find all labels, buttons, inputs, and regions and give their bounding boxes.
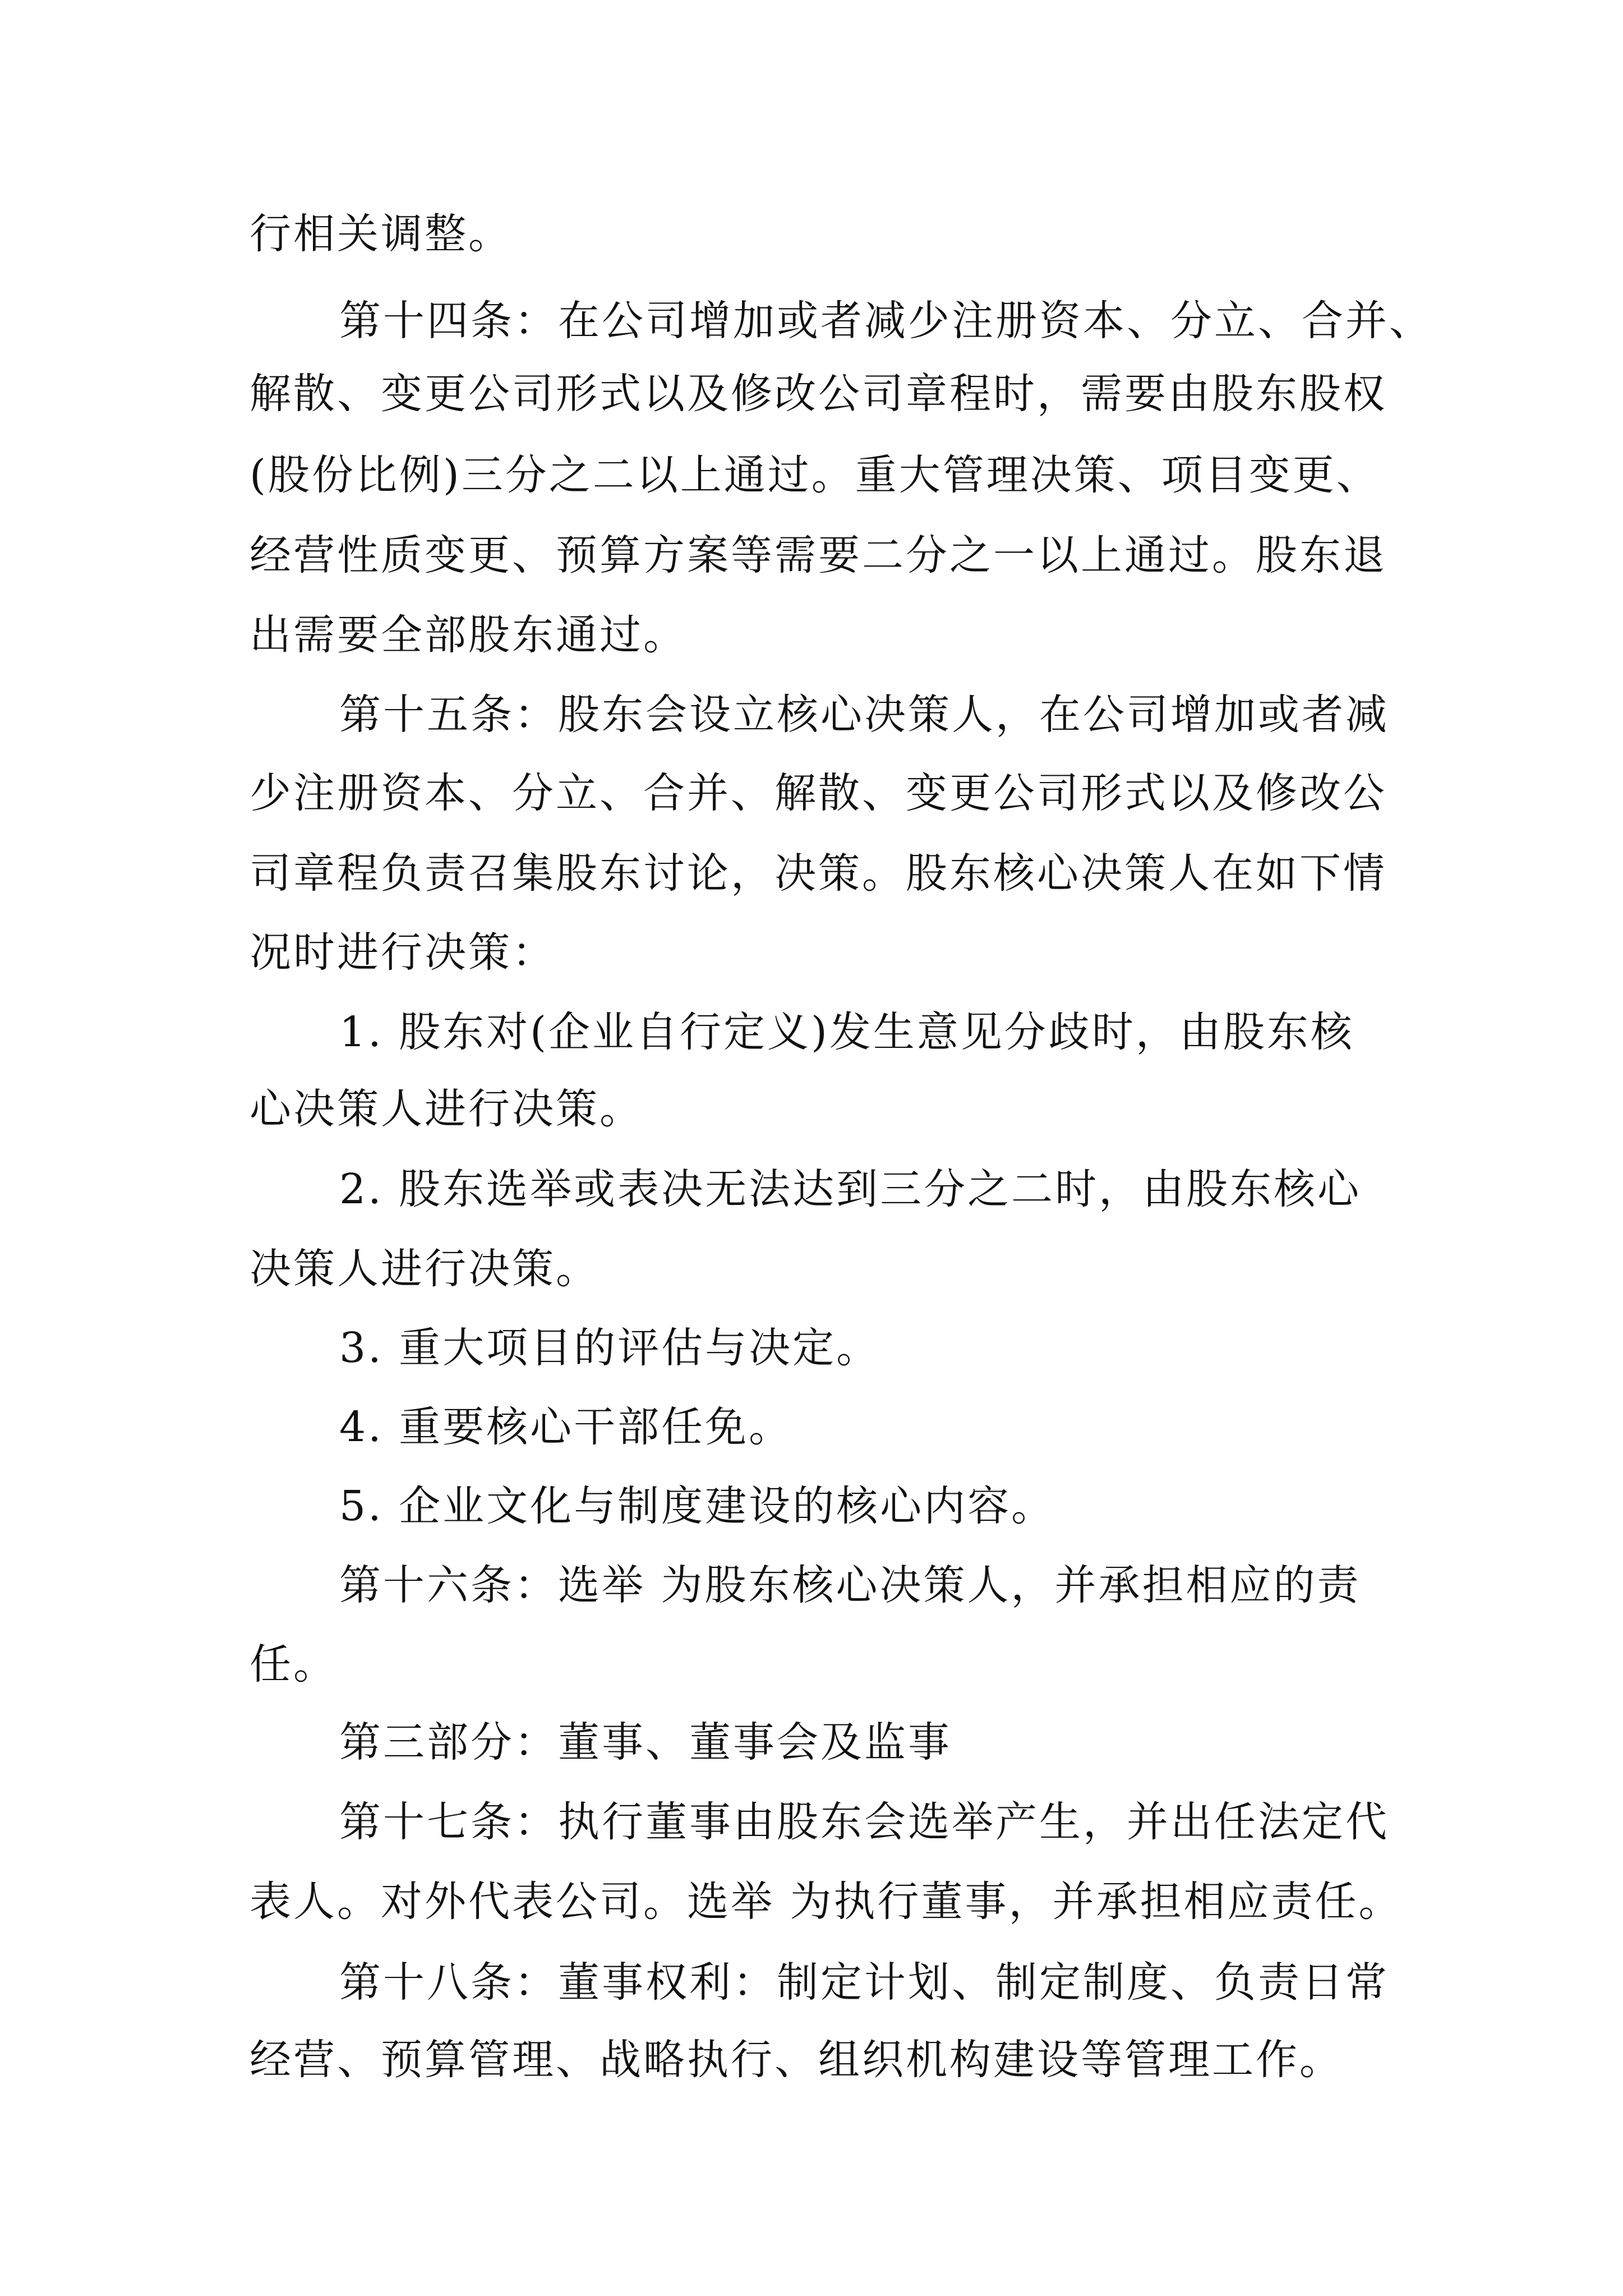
text-line: 经营性质变更、预算方案等需要二分之一以上通过。股东退 — [250, 531, 1387, 579]
text-line: 表人。对外代表公司。选举 为执行董事，并承担相应责任。 — [250, 1878, 1403, 1926]
article-17-heading-line: 第十七条：执行董事由股东会选举产生，并出任法定代 — [339, 1798, 1389, 1846]
list-item-5-line: 5. 企业文化与制度建设的核心内容。 — [339, 1482, 1055, 1530]
section-three-heading: 第三部分：董事、董事会及监事 — [339, 1718, 952, 1766]
list-item-2-line: 2. 股东选举或表决无法达到三分之二时，由股东核心 — [339, 1165, 1362, 1213]
article-14-heading-line: 第十四条：在公司增加或者减少注册资本、分立、合并、 — [339, 297, 1433, 345]
text-line: 况时进行决策： — [250, 928, 556, 977]
article-16-heading-line: 第十六条：选举 为股东核心决策人，并承担相应的责 — [339, 1561, 1361, 1609]
text-line: 行相关调整。 — [250, 210, 512, 258]
text-line: 任。 — [250, 1640, 337, 1688]
list-item-3-line: 3. 重大项目的评估与决定。 — [339, 1324, 880, 1372]
list-item-1-line: 1. 股东对(企业自行定义)发生意见分歧时，由股东核 — [339, 1008, 1354, 1056]
text-line: 解散、变更公司形式以及修改公司章程时，需要由股东股权 — [250, 370, 1387, 418]
list-item-4-line: 4. 重要核心干部任免。 — [339, 1403, 793, 1451]
article-15-heading-line: 第十五条：股东会设立核心决策人，在公司增加或者减 — [339, 691, 1389, 739]
text-line: 心决策人进行决策。 — [250, 1085, 643, 1133]
text-line: 少注册资本、分立、合并、解散、变更公司形式以及修改公 — [250, 769, 1387, 817]
text-line: (股份比例)三分之二以上通过。重大管理决策、项目变更、 — [250, 451, 1380, 499]
article-18-heading-line: 第十八条：董事权利：制定计划、制定制度、负责日常 — [339, 1958, 1389, 2007]
text-line: 决策人进行决策。 — [250, 1245, 600, 1293]
text-line: 司章程负责召集股东讨论，决策。股东核心决策人在如下情 — [250, 849, 1387, 898]
text-line: 出需要全部股东通过。 — [250, 611, 687, 659]
text-line: 经营、预算管理、战略执行、组织机构建设等管理工作。 — [250, 2036, 1343, 2084]
